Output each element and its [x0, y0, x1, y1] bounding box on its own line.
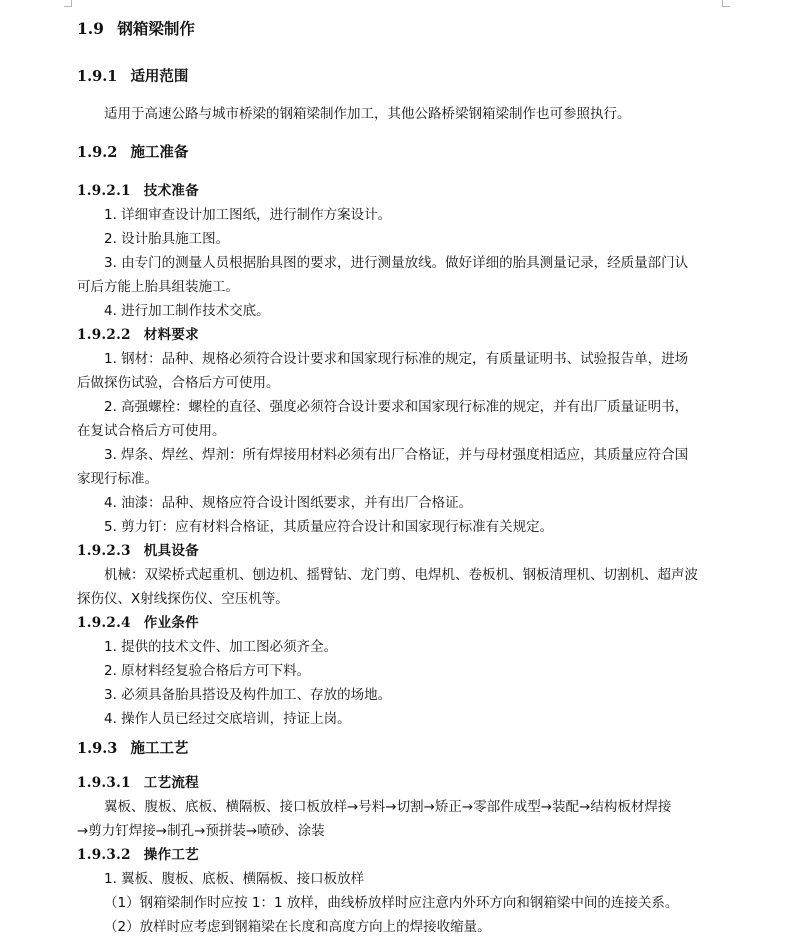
list-item: 1. 详细审查设计加工图纸，进行制作方案设计。: [104, 207, 392, 223]
section-number: 1.9: [77, 19, 104, 38]
subsection-title: 施工准备: [130, 144, 189, 161]
subsection-number: 1.9.3: [77, 740, 118, 757]
list-item: 4. 进行加工制作技术交底。: [104, 303, 270, 319]
clause-title: 作业条件: [143, 615, 199, 631]
clause-number: 1.9.2.1: [77, 183, 131, 199]
process-flow-line: 翼板、腹板、底板、横隔板、接口板放样→号料→切割→矫正→零部件成型→装配→结构板材焊接: [104, 799, 672, 815]
subsection-title: 适用范围: [130, 68, 189, 85]
list-item: （2）放样时应考虑到钢箱梁在长度和高度方向上的焊接收缩量。: [104, 919, 491, 935]
clause-heading: [77, 181, 199, 201]
clause-title: 操作工艺: [143, 847, 199, 863]
list-item-continuation: 后做探伤试验，合格后方可使用。: [77, 375, 280, 391]
clause-number: 1.9.3.2: [77, 847, 131, 863]
subsection-heading: [77, 143, 188, 163]
list-item: 2. 高强螺栓：螺栓的直径、强度必须符合设计要求和国家现行标准的规定，并有出厂质量证明书，: [104, 399, 689, 415]
subsection-heading: [77, 67, 188, 87]
list-item: 1. 钢材：品种、规格必须符合设计要求和国家现行标准的规定，有质量证明书、试验报告单，进场: [104, 351, 689, 367]
clause-number: 1.9.2.3: [77, 543, 131, 559]
clause-heading: [77, 845, 199, 865]
clause-heading: [77, 613, 199, 633]
list-item: 3. 必须具备胎具搭设及构件加工、存放的场地。: [104, 687, 392, 703]
list-item-continuation: 家现行标准。: [77, 471, 158, 487]
list-item: 4. 油漆：品种、规格应符合设计图纸要求，并有出厂合格证。: [104, 495, 473, 511]
clause-heading: [77, 773, 199, 793]
clause-number: 1.9.2.2: [77, 327, 131, 343]
paragraph: 机械：双梁桥式起重机、刨边机、摇臂钻、龙门剪、电焊机、卷板机、钢板清理机、切割机、超声波: [104, 567, 698, 583]
list-item: （1）钢箱梁制作时应按 1：1 放样，曲线桥放样时应注意内外环方向和钢箱梁中间的连接关系。: [104, 895, 679, 911]
section-title: 钢箱梁制作: [117, 19, 195, 38]
list-item: 3. 由专门的测量人员根据胎具图的要求，进行测量放线。做好详细的胎具测量记录，经质量部门认: [104, 255, 689, 271]
list-item: 2. 设计胎具施工图。: [104, 231, 230, 247]
list-item-continuation: 可后方能上胎具组装施工。: [77, 279, 239, 295]
list-item: 4. 操作人员已经过交底培训，持证上岗。: [104, 711, 351, 727]
clause-heading: [77, 325, 199, 345]
clause-title: 工艺流程: [143, 775, 199, 791]
list-item: 1. 翼板、腹板、底板、横隔板、接口板放样: [104, 871, 365, 887]
subsection-number: 1.9.2: [77, 144, 118, 161]
clause-title: 技术准备: [143, 183, 199, 199]
process-flow-line: →剪力钉焊接→制孔→预拼装→喷砂、涂装: [77, 823, 325, 839]
section-heading: [77, 19, 195, 39]
clause-heading: [77, 541, 199, 561]
paragraph: 适用于高速公路与城市桥梁的钢箱梁制作加工，其他公路桥梁钢箱梁制作也可参照执行。: [104, 106, 631, 122]
paragraph-continuation: 探伤仪、X射线探伤仪、空压机等。: [77, 591, 289, 607]
clause-number: 1.9.2.4: [77, 615, 131, 631]
list-item-continuation: 在复试合格后方可使用。: [77, 423, 226, 439]
list-item: 5. 剪力钉：应有材料合格证，其质量应符合设计和国家现行标准有关规定。: [104, 519, 554, 535]
subsection-heading: [77, 739, 188, 759]
list-item: 1. 提供的技术文件、加工图必须齐全。: [104, 639, 338, 655]
subsection-number: 1.9.1: [77, 68, 118, 85]
clause-number: 1.9.3.1: [77, 775, 131, 791]
clause-title: 材料要求: [143, 327, 199, 343]
list-item: 3. 焊条、焊丝、焊剂：所有焊接用材料必须有出厂合格证，并与母材强度相适应，其质量应符合国: [104, 447, 689, 463]
list-item: 2. 原材料经复验合格后方可下料。: [104, 663, 311, 679]
subsection-title: 施工工艺: [130, 740, 189, 757]
clause-title: 机具设备: [143, 543, 199, 559]
